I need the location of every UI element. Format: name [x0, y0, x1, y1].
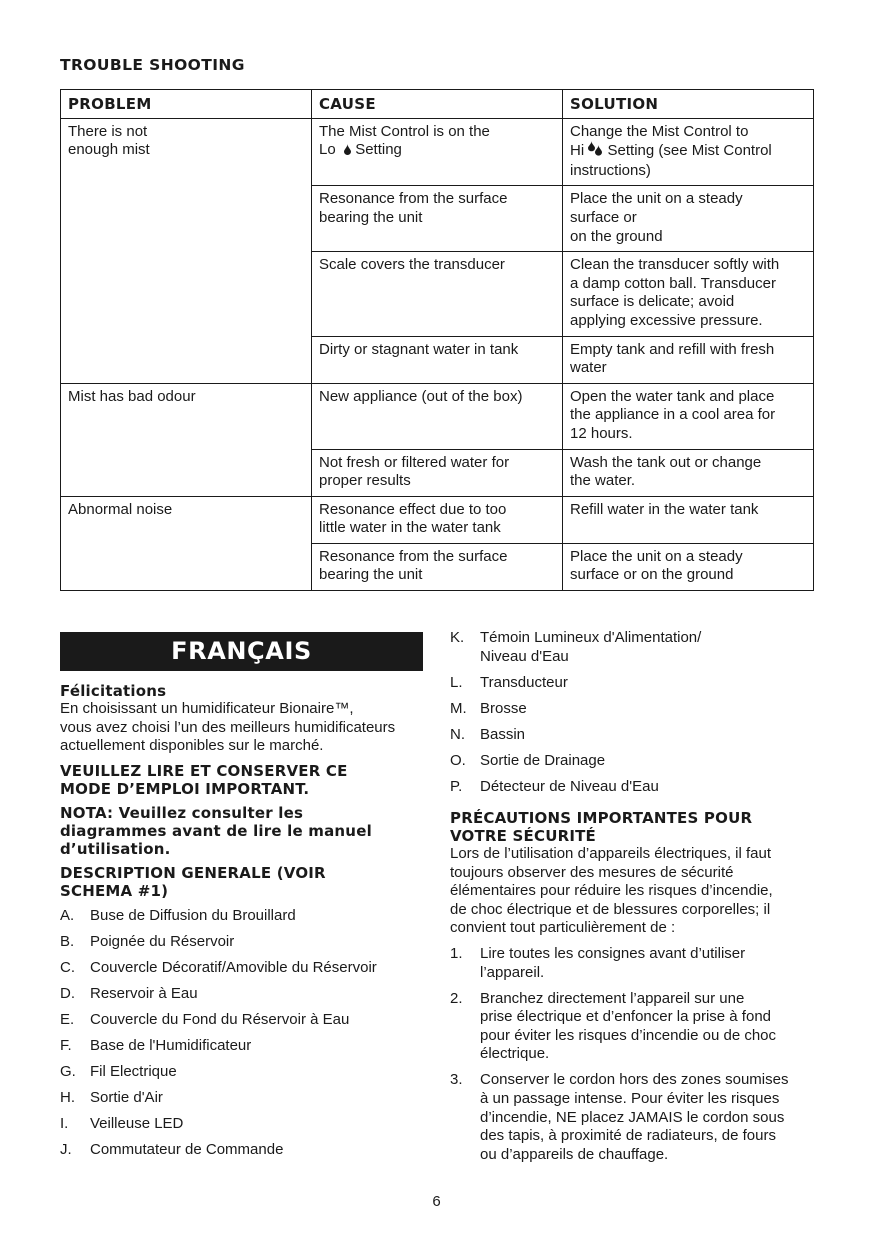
cause-cell: Scale covers the transducer [312, 252, 563, 336]
solution-cell: Place the unit on a steady surface or on the ground [563, 186, 814, 252]
list-item: H. Sortie d'Air [60, 1088, 163, 1106]
description-heading: DESCRIPTION GENERALE (VOIR SCHEMA #1) [60, 863, 326, 900]
list-item: D. Reservoir à Eau [60, 984, 198, 1002]
solution-cell: Clean the transducer softly with a damp cotton ball. Transducer surface is delicate; avoid applying excessive pressure. [563, 252, 814, 336]
list-item: A. Buse de Diffusion du Brouillard [60, 906, 296, 924]
problem-cell: Abnormal noise [61, 496, 312, 590]
table-header-row [61, 90, 814, 119]
list-item: E. Couvercle du Fond du Réservoir à Eau [60, 1010, 350, 1028]
list-item: M. Brosse [450, 699, 527, 717]
table-row [61, 383, 814, 449]
right-column [450, 629, 820, 1164]
precautions-intro: Lors de l’utilisation d’appareils électriques, il faut toujours observer des mesures de sécurité élémentaires pour réduire les risques d’incendie, de choc électrique et de blessures corporelles; il convient tout particulièrement de : [450, 845, 773, 937]
list-item: C. Couvercle Décoratif/Amovible du Réservoir [60, 958, 377, 976]
double-drop-icon [588, 141, 603, 162]
list-item: G. Fil Electrique [60, 1062, 177, 1080]
header-cause: CAUSE [312, 90, 563, 119]
solution-cell: Empty tank and refill with fresh water [563, 336, 814, 383]
list-item: L. Transducteur [450, 673, 568, 691]
cause-cell: Resonance from the surface bearing the unit [312, 186, 563, 252]
parts-list-left [60, 907, 428, 1159]
page-number: 6 [432, 1193, 441, 1210]
list-item: I. Veilleuse LED [60, 1114, 184, 1132]
list-item: J. Commutateur de Commande [60, 1140, 284, 1158]
solution-cell: Change the Mist Control to Hi Setting (see Mist Control instructions) [563, 118, 814, 186]
problem-cell: There is not enough mist [61, 118, 312, 383]
cause-cell: Resonance effect due to too little water in the water tank [312, 496, 563, 543]
cause-cell: Resonance from the surface bearing the unit [312, 543, 563, 590]
cause-cell: New appliance (out of the box) [312, 383, 563, 449]
precautions-list [450, 945, 820, 1164]
header-problem: PROBLEM [61, 90, 312, 119]
problem-cell: Mist has bad odour [61, 383, 312, 496]
list-item: B. Poignée du Réservoir [60, 932, 235, 950]
list-item: 2. Branchez directement l’appareil sur une prise électrique et d’enfoncer la prise à fond pour éviter les risques d’incendie ou de choc électrique. [450, 989, 777, 1063]
solution-cell: Open the water tank and place the appliance in a cool area for 12 hours. [563, 383, 814, 449]
parts-list-right [450, 629, 820, 796]
felicitations-text: En choisissant un humidificateur Bionaire™, vous avez choisi l’un des meilleurs humidificateurs actuellement disponibles sur le marché. [60, 700, 396, 755]
list-item: P. Détecteur de Niveau d'Eau [450, 777, 659, 795]
list-item: N. Bassin [450, 725, 526, 743]
cause-cell: Dirty or stagnant water in tank [312, 336, 563, 383]
nota-heading: NOTA: Veuillez consulter les diagrammes avant de lire le manuel d’utilisation. [60, 803, 372, 858]
left-column [60, 682, 428, 1159]
solution-cell: Place the unit on a steady surface or on the ground [563, 543, 814, 590]
header-solution: SOLUTION [563, 90, 814, 119]
table-row [61, 496, 814, 543]
single-drop-icon [344, 142, 351, 161]
list-item: F. Base de l'Humidificateur [60, 1036, 252, 1054]
list-item: O. Sortie de Drainage [450, 751, 606, 769]
precautions-heading: PRÉCAUTIONS IMPORTANTES POUR VOTRE SÉCURITÉ [450, 809, 753, 846]
veuillez-heading: VEUILLEZ LIRE ET CONSERVER CE MODE D’EMPLOI IMPORTANT. [60, 761, 348, 798]
solution-cell: Refill water in the water tank [563, 496, 814, 543]
francais-banner: FRANÇAIS [60, 632, 423, 671]
troubleshooting-title: TROUBLE SHOOTING [60, 56, 245, 74]
cause-cell: Not fresh or filtered water for proper results [312, 449, 563, 496]
felicitations-heading: Félicitations [60, 682, 167, 700]
troubleshooting-table [60, 89, 814, 591]
list-item: K. Témoin Lumineux d'Alimentation/ Niveau d'Eau [450, 629, 702, 665]
list-item: 3. Conserver le cordon hors des zones soumises à un passage intense. Pour éviter les risques d’incendie, NE placez JAMAIS le cordon sous des tapis, à proximité de radiateurs, de fours ou d’appareils de chauffage. [450, 1071, 789, 1163]
table-row [61, 118, 814, 186]
list-item: 1. Lire toutes les consignes avant d’utiliser l’appareil. [450, 945, 746, 981]
cause-cell: The Mist Control is on the Lo Setting [312, 118, 563, 186]
solution-cell: Wash the tank out or change the water. [563, 449, 814, 496]
